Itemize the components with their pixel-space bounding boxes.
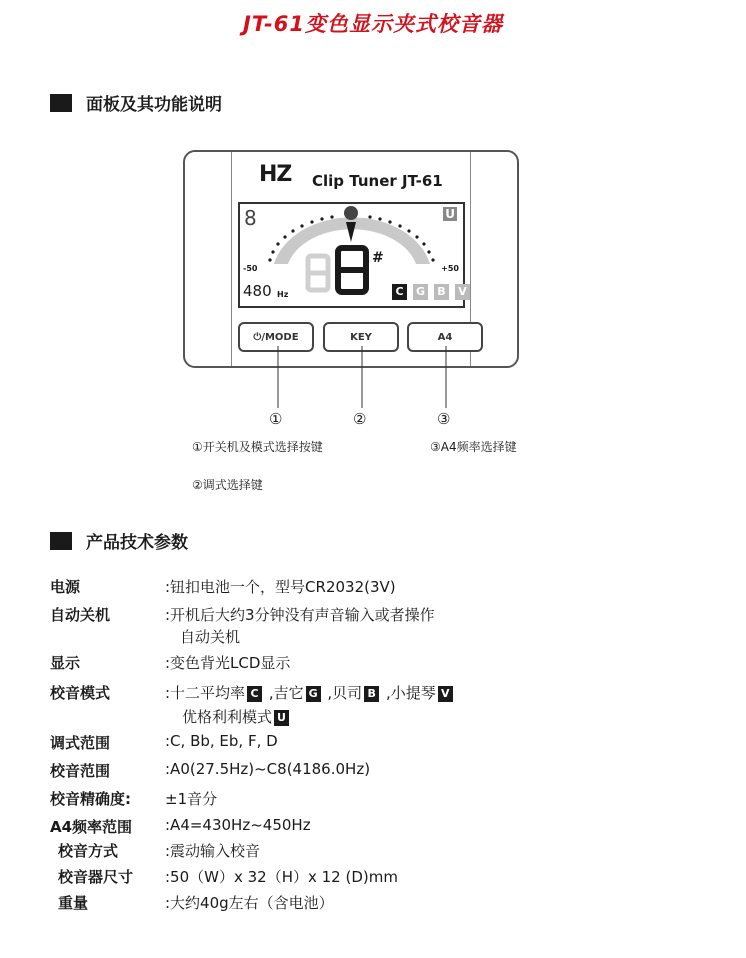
frequency-readout: 480 xyxy=(243,282,272,300)
spec-value: :50（W）x 32（H）x 12 (D)mm xyxy=(165,868,398,886)
brand-logo: HZ xyxy=(259,162,292,187)
spec-label: 校音精确度: xyxy=(50,790,131,808)
mode-c-box: C xyxy=(247,686,262,702)
mode-text-bass: ,贝司 xyxy=(327,684,363,702)
spec-row-accuracy xyxy=(50,788,217,809)
spec-value: ±1音分 xyxy=(165,790,218,808)
spec-label: 显示 xyxy=(50,654,81,672)
callout-3: ③ xyxy=(437,410,451,428)
mode-v-box: V xyxy=(438,686,453,702)
key-button[interactable]: KEY xyxy=(323,322,399,352)
callout-lines xyxy=(0,0,746,420)
spec-label: 校音器尺寸 xyxy=(58,868,134,886)
spec-modes-line2 xyxy=(182,706,291,727)
mode-c-indicator: C xyxy=(392,284,407,300)
page-title: JT-61变色显示夹式校音器 xyxy=(243,12,503,36)
spec-value: :开机后大约3分钟没有声音输入或者操作 xyxy=(165,606,435,624)
spec-label: 电源 xyxy=(50,578,81,596)
spec-label: 重量 xyxy=(58,894,89,912)
scale-right-label: +50 xyxy=(441,264,459,273)
section-heading-text: 面板及其功能说明 xyxy=(86,95,222,115)
mode-text-ukulele: 优格利利模式 xyxy=(182,708,273,726)
mode-text-equal-temperament: :十二平均率 xyxy=(165,684,246,702)
spec-value: :A4=430Hz~450Hz xyxy=(165,816,311,834)
spec-value-continued: 自动关机 xyxy=(180,628,241,646)
section-marker-icon xyxy=(50,532,72,550)
ukulele-mode-indicator: U xyxy=(445,207,455,221)
mode-text-violin: ,小提琴 xyxy=(385,684,436,702)
mode-g-box: G xyxy=(306,686,321,702)
spec-row-size xyxy=(58,866,398,887)
spec-value xyxy=(165,682,455,703)
spec-value: :变色背光LCD显示 xyxy=(165,654,291,672)
legend-item-3: ③A4频率选择键 xyxy=(430,440,517,454)
sharp-symbol: # xyxy=(372,250,384,266)
mode-b-indicator: B xyxy=(434,284,449,300)
spec-value: :大约40g左右（含电池） xyxy=(165,894,334,912)
spec-row-weight xyxy=(58,892,334,913)
legend-item-2: ②调式选择键 xyxy=(192,478,263,492)
spec-label: 校音范围 xyxy=(50,762,111,780)
power-mode-button[interactable]: ⏻/MODE xyxy=(238,322,314,352)
spec-value: :震动输入校音 xyxy=(165,842,261,860)
section-heading-specs xyxy=(50,528,188,553)
spec-label: 校音方式 xyxy=(58,842,119,860)
spec-row-a4-range xyxy=(50,816,311,837)
legend-item-1: ①开关机及模式选择按键 xyxy=(192,440,323,454)
spec-label: A4频率范围 xyxy=(50,818,133,836)
mode-u-box: U xyxy=(274,710,289,726)
spec-value: :C, Bb, Eb, F, D xyxy=(165,732,278,750)
mode-v-indicator: V xyxy=(455,284,470,300)
mode-text-guitar: ,吉它 xyxy=(268,684,304,702)
scale-left-label: -50 xyxy=(243,264,258,273)
spec-row-modes xyxy=(50,682,455,703)
brand-name: Clip Tuner JT-61 xyxy=(312,172,443,190)
mode-g-indicator: G xyxy=(413,284,428,300)
spec-row-key-range xyxy=(50,732,278,753)
spec-value: :钮扣电池一个，型号CR2032(3V) xyxy=(165,578,396,596)
spec-row-method xyxy=(58,840,260,861)
spec-label: 自动关机 xyxy=(50,606,111,624)
frequency-unit: Hz xyxy=(277,290,289,299)
spec-row-auto-off xyxy=(50,604,435,625)
spec-label: 校音模式 xyxy=(50,684,111,702)
mode-b-box: B xyxy=(364,686,379,702)
spec-row-tune-range xyxy=(50,760,370,781)
spec-label: 调式范围 xyxy=(50,734,111,752)
callout-1: ① xyxy=(269,410,283,428)
callout-2: ② xyxy=(353,410,367,428)
section-heading-text: 产品技术参数 xyxy=(86,533,188,553)
a4-button[interactable]: A4 xyxy=(407,322,483,352)
spec-row-power xyxy=(50,576,396,597)
small-note-digit: 8 xyxy=(244,206,257,230)
spec-row-display xyxy=(50,652,290,673)
spec-value: :A0(27.5Hz)~C8(4186.0Hz) xyxy=(165,760,371,778)
